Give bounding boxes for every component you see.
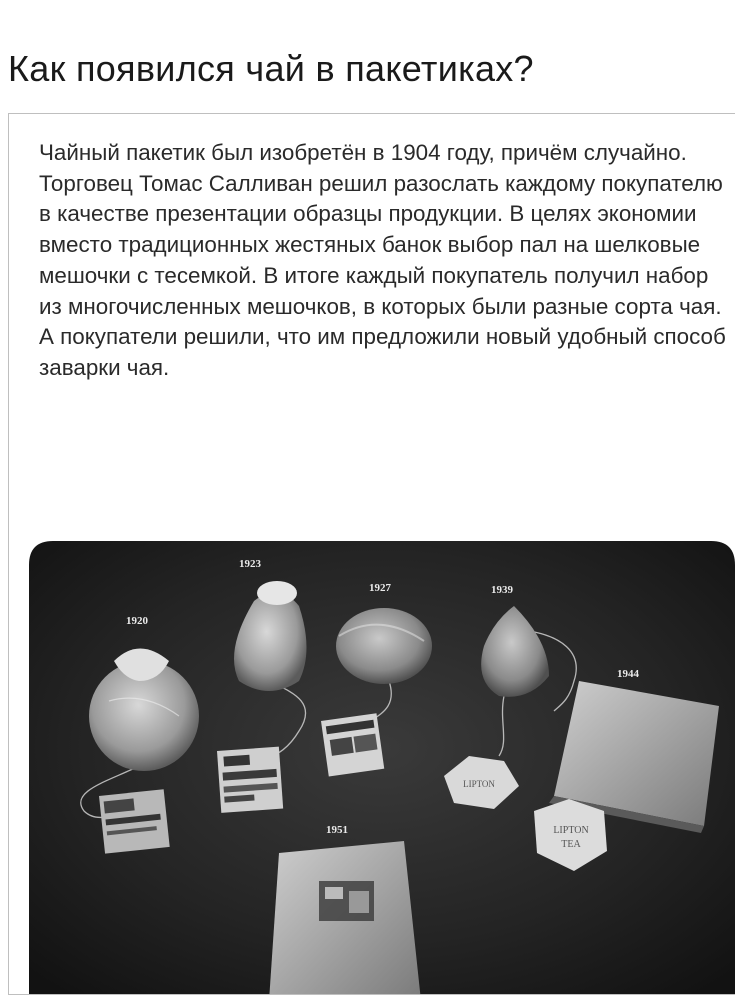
year-label-1923: 1923 [239, 558, 261, 570]
article-paragraph: Чайный пакетик был изобретён в 1904 году, причём случайно. Торговец Томас Салливан решил разослать каждому покупателю в качестве презентации образцы продукции. В целях экономии вместо традиционных жестяных банок выбор пал на шелковые мешочки с тесемкой. В итоге каждый покупатель получил набор из многочисленных мешочков, в которых были разные сорта чая. [39, 140, 723, 319]
tea-bags-photo[interactable] [29, 541, 735, 995]
year-label-1944: 1944 [617, 668, 639, 680]
year-label-1920: 1920 [126, 615, 148, 627]
page-title: Как появился чай в пакетиках? [8, 48, 534, 89]
tag-1920 [99, 789, 170, 853]
tea-bag-1951 [269, 841, 421, 995]
tag-1927 [321, 713, 384, 776]
year-label-1927: 1927 [369, 582, 391, 594]
year-label-1939: 1939 [491, 584, 513, 596]
post-card [8, 113, 735, 995]
tag-lipton-label: LIPTON [463, 779, 495, 789]
tea-bag-1927 [336, 608, 432, 684]
article-text [39, 138, 729, 384]
tag-1923 [217, 747, 283, 813]
tag-lipton-top: LIPTON [553, 825, 589, 836]
article-paragraph: А покупатели решили, что им предложили новый удобный способ заварки чая. [39, 324, 726, 380]
tag-lipton-bottom: TEA [561, 839, 581, 850]
year-label-1951: 1951 [326, 824, 348, 836]
